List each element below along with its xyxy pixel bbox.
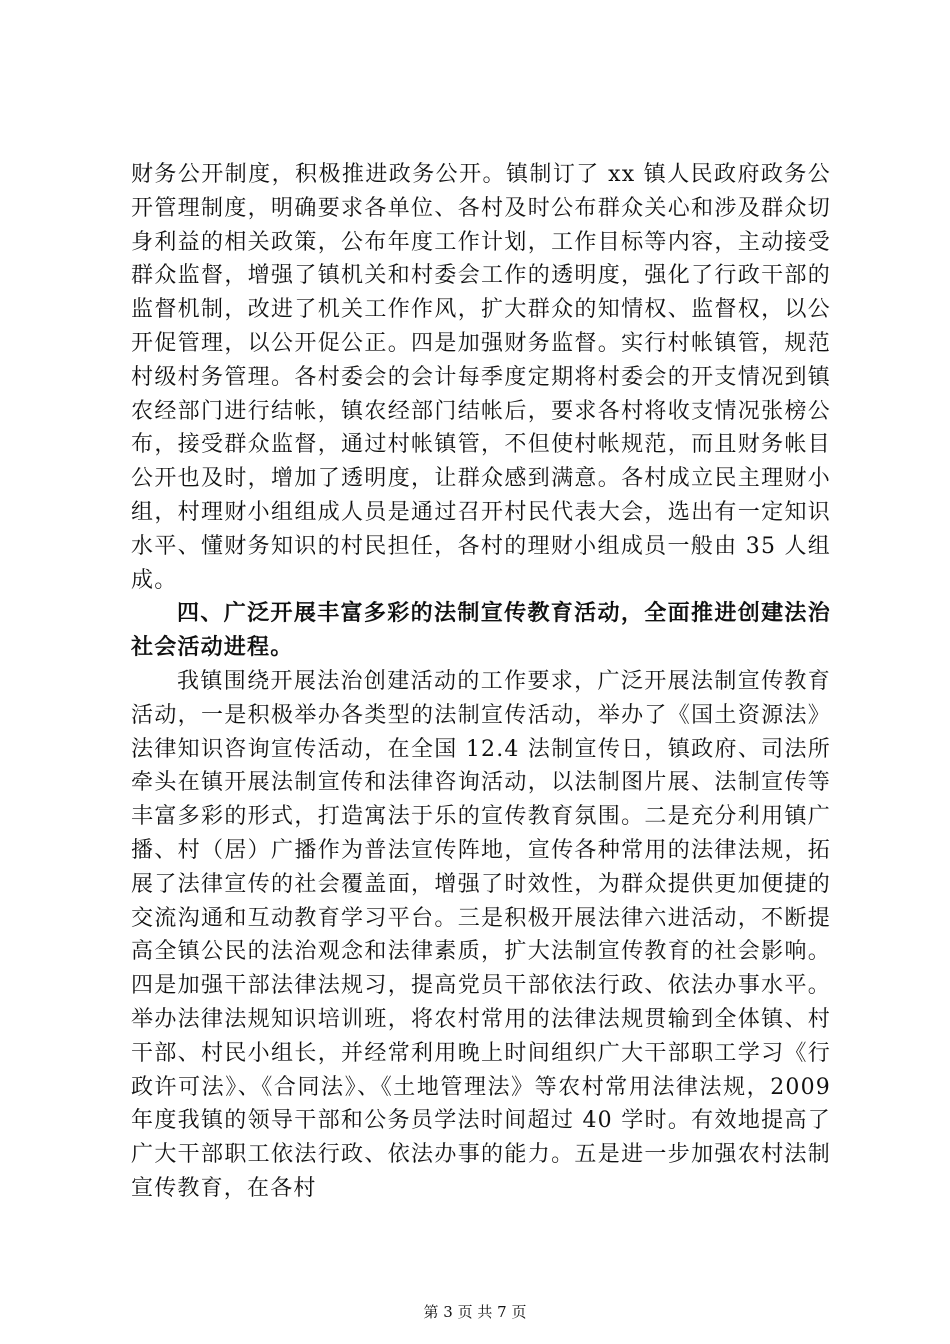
body-paragraph: 财务公开制度，积极推进政务公开。镇制订了 xx 镇人民政府政务公开管理制度，明确要求各单位、各村及时公布群众关心和涉及群众切身利益的相关政策，公布年度工作计划，工作目标等内容，主动接受群众监督，增强了镇机关和村委会工作的透明度，强化了行政干部的监督机制，改进了机关工作作风，扩大群众的知情权、监督权，以公开促管理，以公开促公正。四是加强财务监督。实行村帐镇管，规范村级村务管理。各村委会的会计每季度定期将村委会的开支情况到镇农经部门进行结帐，镇农经部门结帐后，要求各村将收支情况张榜公布，接受群众监督，通过村帐镇管，不但使村帐规范，而且财务帐目公开也及时，增加了透明度，让群众感到满意。各村成立民主理财小组，村理财小组组成人员是通过召开村民代表大会，选出有一定知识水平、懂财务知识的村民担任，各村的理财小组成员一般由 35 人组成。 xyxy=(131,162,831,593)
body-paragraph: 我镇围绕开展法治创建活动的工作要求，广泛开展法制宣传教育活动，一是积极举办各类型的法制宣传活动，举办了《国土资源法》法律知识咨询宣传活动，在全国 12.4 法制宣传日，镇政府、司法所牵头在镇开展法制宣传和法律咨询活动，以法制图片展、法制宣传等丰富多彩的形式，打造寓法于乐的宣传教育氛围。二是充分利用镇广播、村（居）广播作为普法宣传阵地，宣传各种常用的法律法规，拓展了法律宣传的社会覆盖面，增强了时效性，为群众提供更加便捷的交流沟通和互动教育学习平台。三是积极开展法律六进活动，不断提高全镇公民的法治观念和法律素质，扩大法制宣传教育的社会影响。四是加强干部法律法规习，提高党员干部依法行政、依法办事水平。举办法律法规知识培训班，将农村常用的法律法规贯输到全体镇、村干部、村民小组长，并经常利用晚上时间组织广大干部职工学习《行政许可法》、《合同法》、《土地管理法》等农村常用法律法规，2009 年度我镇的领导干部和公务员学法时间超过 40 学时。有效地提高了广大干部职工依法行政、依法办事的能力。五是进一步加强农村法制宣传教育，在各村 xyxy=(131,668,831,1201)
page-number-label: 第 3 页 共 7 页 xyxy=(423,1303,527,1321)
section-heading: 四、广泛开展丰富多彩的法制宣传教育活动，全面推进创建法治社会活动进程。 xyxy=(131,601,831,661)
document-body xyxy=(131,158,831,1206)
page-footer xyxy=(0,1302,950,1322)
